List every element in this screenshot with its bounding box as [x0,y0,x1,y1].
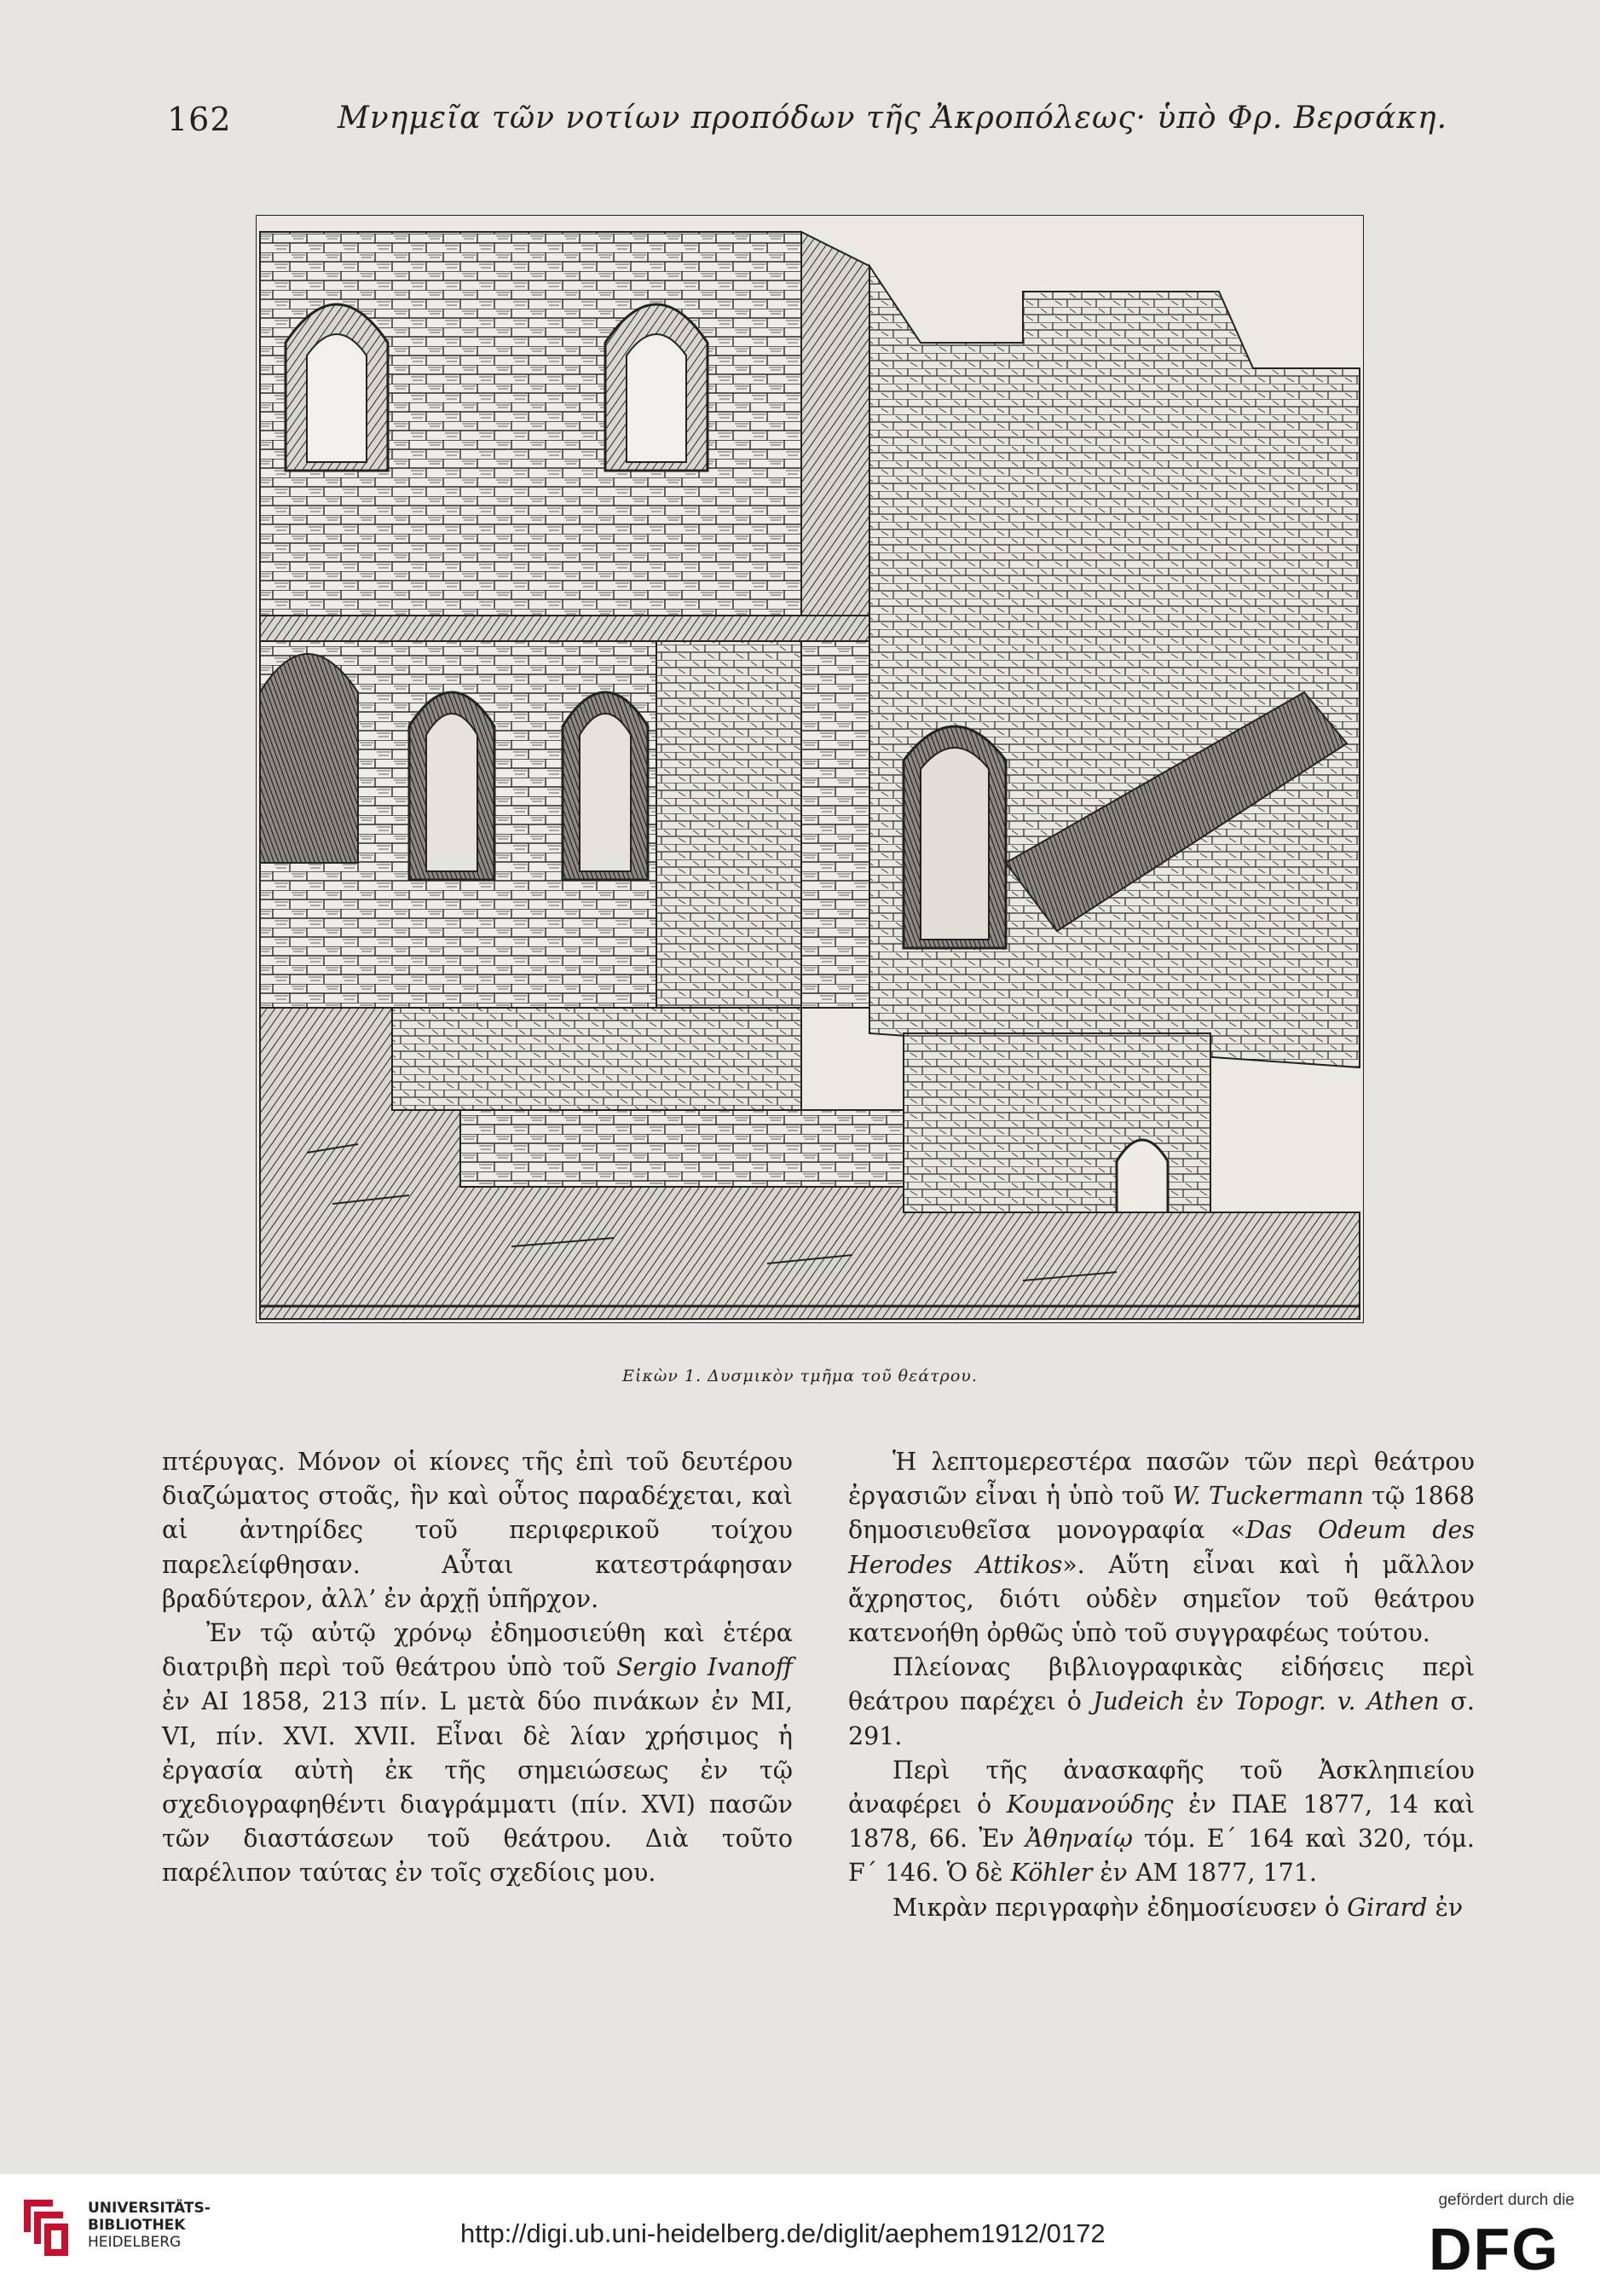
journal-name: Ἀθηναίῳ [1025,1825,1133,1854]
author-name: Sergio Ivanoff [615,1653,793,1682]
theatre-drawing-icon [256,215,1364,1323]
author-name: Κουμανούδης [1006,1790,1174,1819]
source-url[interactable]: http://digi.ub.uni-heidelberg.de/diglit/aephem1912/0172 [460,2218,1106,2248]
running-title: Μνημεῖα τῶν νοτίων προπόδων τῆς Ἀκροπόλεως· ὑπὸ Φρ. Βερσάκη. [338,101,1448,136]
paragraph: Ἐν τῷ αὐτῷ χρόνῳ ἐδημοσιεύθη καὶ ἑτέρα διατριβὴ περὶ τοῦ θεάτρου ὑπὸ τοῦ Sergio Ivanoff ἐν ΑΙ 1858, 213 πίν. L μετὰ δύο πινάκων ἐν ΜΙ, VI, πίν. XVI. XVII. Εἶναι δὲ λίαν χρήσιμος ἡ ἐργασία αὐτὴ ἐκ τῆς σημειώσεως ἐν τῷ σχεδιογραφηθέντι διαγράμματι (πίν. XVI) πασῶν τῶν διαστάσεων τοῦ θεάτρου. Διὰ τοῦτο παρέλιπον ταύτας ἐν τοῖς σχεδίοις μου. [162,1619,793,1888]
author-name: Girard [1347,1893,1428,1922]
paragraph: πτέρυγας. Μόνον οἱ κίονες τῆς ἐπὶ τοῦ δευτέρου διαζώματος στοᾶς, ἣν καὶ οὗτος παραδέχεται, καὶ αἱ ἀντηρίδες τοῦ περιφερικοῦ τοίχου παρελείφθησαν. Αὗται κατεστράφησαν βραδύτερον, ἀλλ’ ἐν ἀρχῇ ὑπῆρχον. [162,1448,793,1613]
author-name: Judeich [1092,1687,1186,1716]
figure-theatre-drawing [256,215,1364,1323]
paragraph: Περὶ τῆς ἀνασκαφῆς τοῦ Ἀσκληπιείου ἀναφέρει ὁ Κουμανούδης ἐν ΠΑΕ 1877, 14 καὶ 1878, 66. Ἐν Ἀθηναίῳ τόμ. Ε΄ 164 καὶ 320, τόμ. F΄ 146. Ὁ δὲ Köhler ἐν ΑΜ 1877, 171. [848,1755,1476,1888]
page-number: 162 [167,101,232,138]
dfg-logo-text: DFG [1429,2218,1560,2276]
figure-caption: Εἰκὼν 1. Δυσμικὸν τμῆμα τοῦ θεάτρου. [622,1367,978,1385]
right-column [848,1445,1475,1925]
paragraph: Πλείονας βιβλιογραφικὰς εἰδήσεις περὶ θεάτρου παρέχει ὁ Judeich ἐν Topogr. v. Athen σ. 291. [848,1653,1475,1750]
funding-note: gefördert durch die [1438,2191,1574,2209]
work-title: Das Odeum des Herodes Attikos [848,1516,1475,1579]
author-name: Köhler [1010,1859,1093,1888]
author-name: W. Tuckermann [1172,1482,1364,1511]
university-library-name: UNIVERSITÄTS- BIBLIOTHEK HEIDELBERG [88,2200,211,2251]
work-title: Topogr. v. Athen [1234,1687,1440,1716]
page-header [167,101,1448,152]
paragraph: Μικρὰν περιγραφὴν ἐδημοσίευσεν ὁ Girard ἐν [892,1893,1464,1922]
paragraph: Ἡ λεπτομερεστέρα πασῶν τῶν περὶ θεάτρου ἐργασιῶν εἶναι ἡ ὑπὸ τοῦ W. Tuckermann τῷ 1868 δημοσιευθεῖσα μονογραφία «Das Odeum des Herodes Attikos». Αὕτη εἶναι καὶ ἡ μᾶλλον ἄχρηστος, διότι οὐδὲν σημεῖον τοῦ θεάτρου κατενοήθη ὀρθῶς ὑπὸ τοῦ συγγραφέως τούτου. [848,1448,1476,1648]
left-column [162,1445,793,1891]
footer-bar [0,2174,1600,2296]
university-library-logo-icon [19,2195,72,2261]
dfg-logo-icon [1425,2218,1574,2276]
